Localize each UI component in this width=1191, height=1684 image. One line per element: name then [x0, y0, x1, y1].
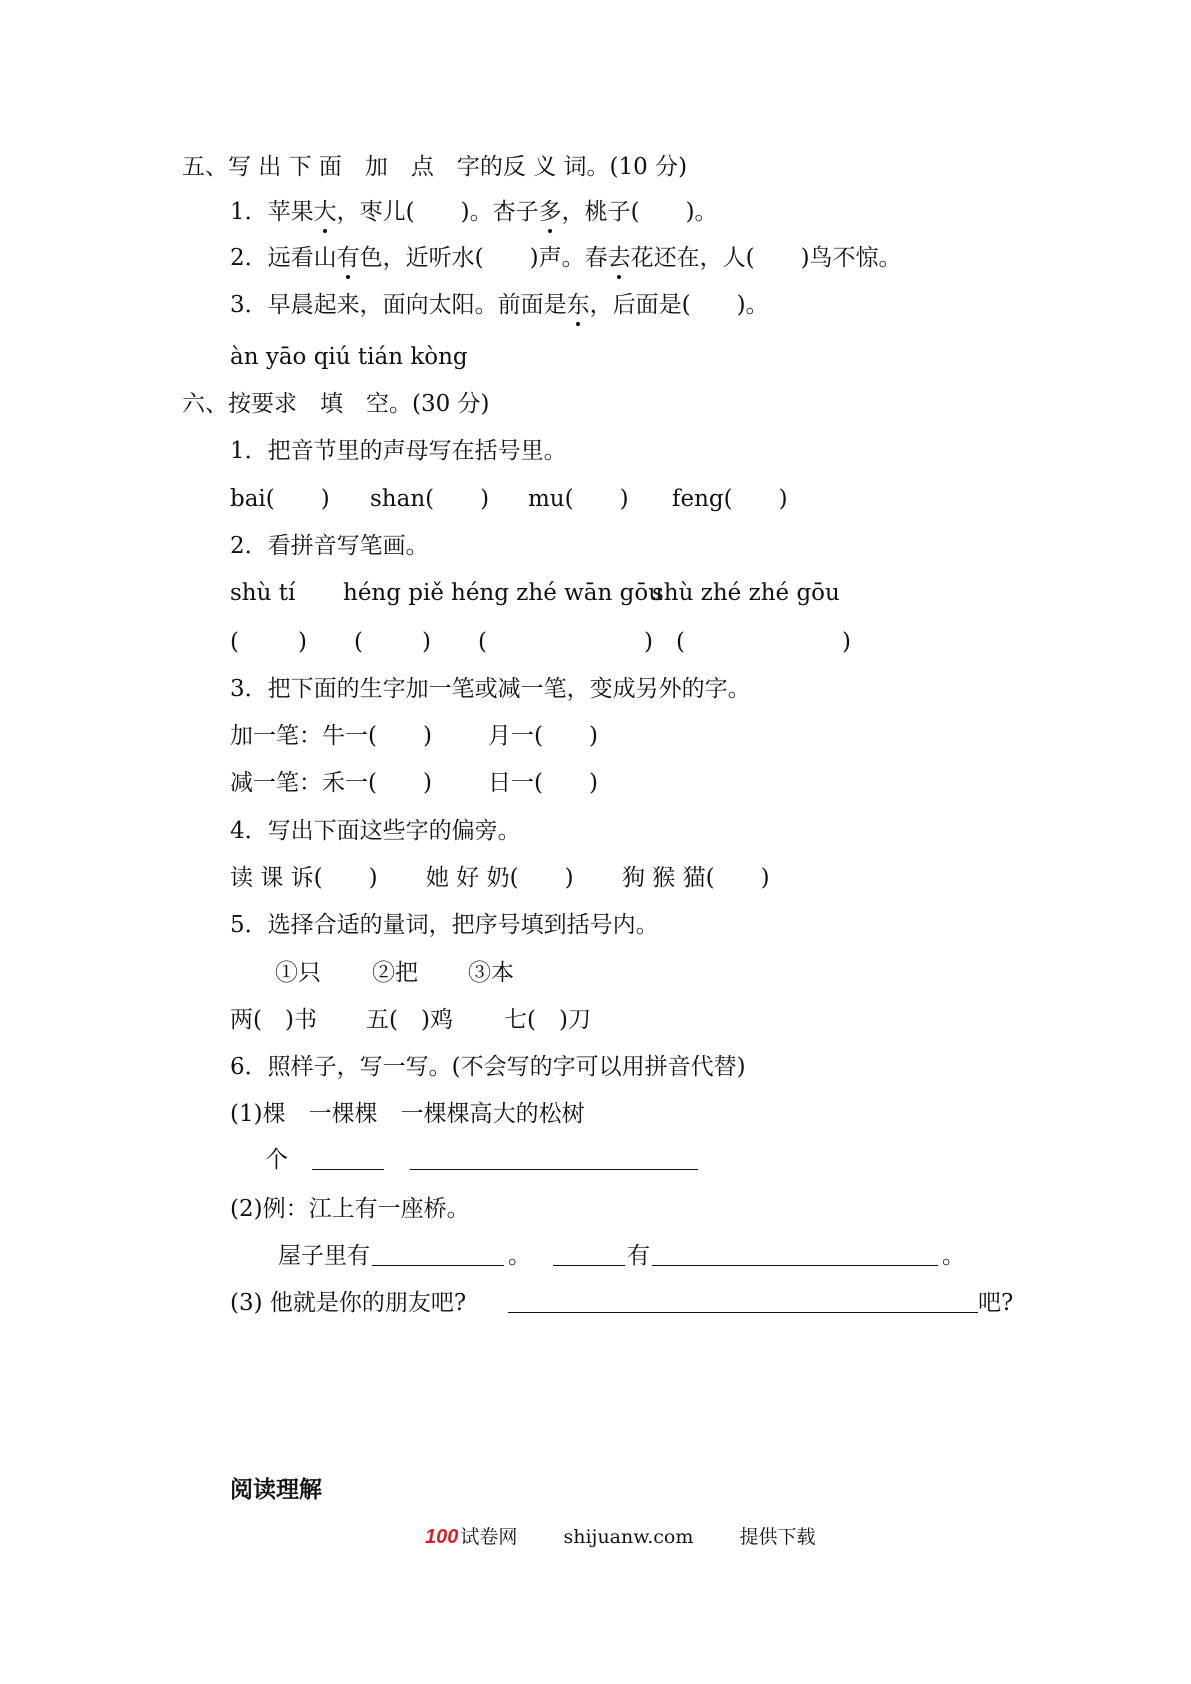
q6-3-title: 3．把下面的生字加一笔或减一笔，变成另外的字。	[230, 676, 751, 702]
q6-2-pinyin-4: shù zhé zhé gōu	[652, 580, 840, 606]
q6-3-sub-b: 日一( )	[488, 770, 598, 796]
footer-site-name: 试卷网	[460, 1526, 518, 1548]
section5-q3	[230, 290, 769, 320]
q6-1-title: 1．把音节里的声母写在括号里。	[230, 438, 567, 464]
q6-1-item-bai: bai( )	[230, 486, 330, 512]
q6-2-bracket: )	[842, 629, 851, 655]
q6-4-item-1: 读 课 诉( )	[230, 865, 378, 891]
section6-heading: 六、按要求 填 空。(30 分)	[182, 391, 490, 417]
page-footer	[425, 1522, 816, 1549]
section6-pinyin: àn yāo qiú tián kòng	[230, 344, 468, 370]
q6-2-bracket: )	[644, 629, 653, 655]
q6-1-item-shan: shan( )	[370, 486, 490, 512]
q6-6-row-3: (3) 他就是你的朋友吧?	[230, 1290, 467, 1316]
answer-blank[interactable]	[508, 1290, 978, 1313]
q6-5-item-1: 两( )书	[230, 1007, 317, 1033]
site-logo: 100	[425, 1526, 459, 1548]
q6-6-row-2-period: 。	[508, 1243, 531, 1269]
q6-2-bracket: (	[354, 629, 363, 655]
q6-3-add-b: 月一( )	[488, 723, 598, 749]
q1-text-b: ，枣儿( )。杏子	[336, 199, 539, 225]
q6-6-row-2-a: 屋子里有	[278, 1243, 370, 1269]
q2-text-a: 2．远看山	[230, 245, 337, 271]
q2-dotted-char-2: 去	[607, 245, 631, 271]
q6-1-item-mu: mu( )	[528, 486, 629, 512]
q6-6-example-2: (2)例：江上有一座桥。	[230, 1196, 470, 1222]
answer-blank[interactable]	[410, 1147, 698, 1170]
q6-3-add-label: 加一笔：	[230, 723, 322, 749]
section5-q1	[230, 197, 718, 227]
q6-4-item-3: 狗 猴 猫( )	[622, 865, 770, 891]
footer-note: 提供下载	[739, 1526, 816, 1548]
q6-4-title: 4．写出下面这些字的偏旁。	[230, 818, 521, 844]
q1-text-a: 1．苹果	[230, 199, 314, 225]
q6-1-item-feng: feng( )	[672, 486, 788, 512]
q1-text-c: ，桃子( )。	[561, 199, 718, 225]
section5-heading: 五、写 出 下 面 加 点 字的反 义 词。(10 分)	[182, 154, 688, 180]
q2-text-b: 色，近听水( )声。春	[359, 245, 608, 271]
q3-text-b: ，后面是( )。	[589, 292, 769, 318]
q6-6-row-3-suffix: 吧?	[978, 1290, 1014, 1316]
q6-3-sub-label: 减一笔：	[230, 770, 322, 796]
q6-6-row-1	[265, 1145, 288, 1175]
q6-2-bracket: )	[298, 629, 307, 655]
q1-dotted-char-2: 多	[538, 199, 562, 225]
q6-3-sub-a: 禾一( )	[322, 770, 432, 796]
answer-blank[interactable]	[553, 1243, 625, 1266]
q6-3-add-a: 牛一( )	[322, 723, 432, 749]
q6-2-bracket: (	[230, 629, 239, 655]
q6-4-item-2: 她 好 奶( )	[426, 865, 574, 891]
q6-3-sub-row	[230, 768, 432, 798]
q6-6-title: 6．照样子，写一写。(不会写的字可以用拼音代替)	[230, 1054, 746, 1080]
q6-5-title: 5．选择合适的量词，把序号填到括号内。	[230, 912, 659, 938]
q6-5-option-2: ②把	[372, 960, 418, 986]
q6-2-bracket: )	[422, 629, 431, 655]
q6-5-option-1: ①只	[275, 960, 321, 986]
q6-5-option-3: ③本	[468, 960, 514, 986]
q6-2-pinyin-3: héng zhé wān gōu	[451, 580, 664, 606]
q6-2-bracket: (	[676, 629, 685, 655]
q2-text-c: 花还在，人( )鸟不惊。	[630, 245, 902, 271]
q2-dotted-char-1: 有	[336, 245, 360, 271]
q6-5-item-2: 五( )鸡	[366, 1007, 453, 1033]
q3-text-a: 3．早晨起来，面向太阳。前面是	[230, 292, 567, 318]
q6-2-pinyin-1: shù tí	[230, 580, 296, 606]
q3-dotted-char-1: 东	[566, 292, 590, 318]
q6-6-example-1: (1)棵 一棵棵 一棵棵高大的松树	[230, 1101, 585, 1127]
q6-6-char-ge: 个	[265, 1147, 288, 1173]
q1-dotted-char-1: 大	[313, 199, 337, 225]
q6-3-add-row	[230, 721, 432, 751]
q6-6-row-2-b: 有	[627, 1243, 650, 1269]
q6-5-item-3: 七( )刀	[504, 1007, 591, 1033]
q6-2-title: 2．看拼音写笔画。	[230, 533, 429, 559]
q6-6-row-2-period: 。	[942, 1243, 965, 1269]
q6-2-pinyin-2: héng piě	[343, 580, 444, 606]
q6-2-bracket: (	[478, 629, 487, 655]
answer-blank[interactable]	[372, 1243, 504, 1266]
reading-title: 阅读理解	[230, 1476, 322, 1503]
section5-q2	[230, 243, 902, 273]
answer-blank[interactable]	[652, 1243, 938, 1266]
footer-domain: shijuanw.com	[563, 1526, 694, 1548]
answer-blank[interactable]	[312, 1147, 384, 1170]
